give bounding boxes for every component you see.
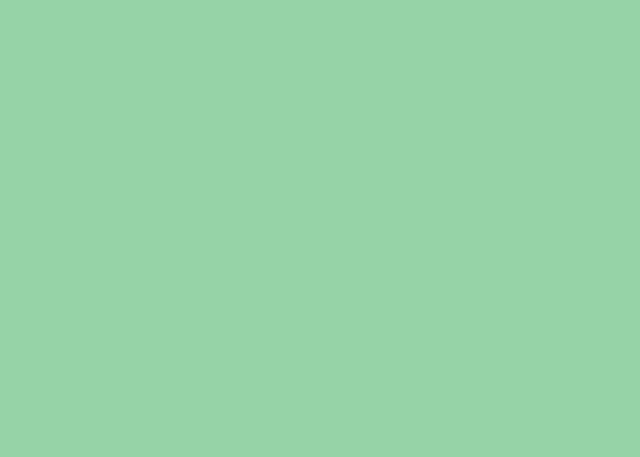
flyer-line-first-prize [0,267,640,292]
flyer-line-residency [0,61,640,86]
flyer-line-third-prize [0,316,640,341]
flyer-line-phone-email [0,365,640,390]
flyer-line-cash-prizes [0,86,640,111]
flyer-line-best-of-show [0,214,640,241]
flyer-line-eligibility [0,37,640,62]
flyer-line-second-prize [0,292,640,317]
flyer-line-peoples-choice [0,241,640,268]
flyer-line-categories-2 [0,161,640,188]
flyer-line-contact [0,341,640,366]
flyer-line-title [0,12,640,37]
flyer-line-categories-heading [0,110,640,135]
flyer-line-categories-1 [0,135,640,162]
flyer-line-categories-3 [0,188,640,215]
